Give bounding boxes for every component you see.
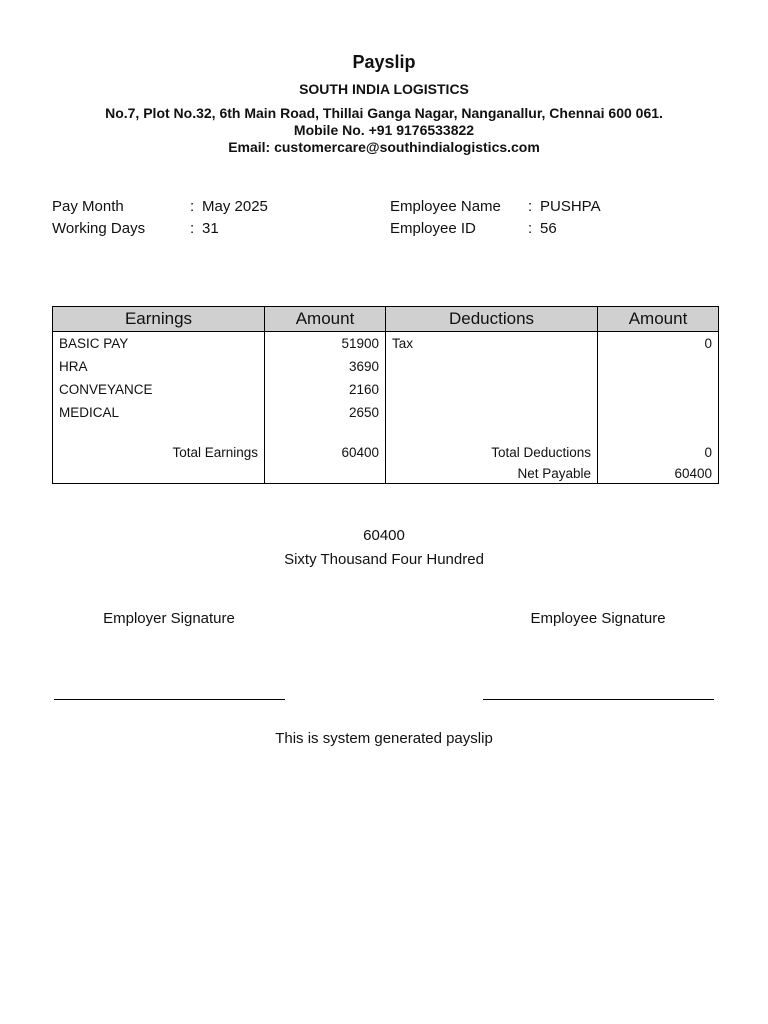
employee-id-label: Employee ID bbox=[390, 220, 476, 237]
earnings-amount-header: Amount bbox=[265, 307, 386, 332]
earning-name: MEDICAL bbox=[53, 401, 265, 424]
employee-name-label: Employee Name bbox=[390, 198, 501, 215]
table-row bbox=[53, 401, 719, 424]
deduction-name bbox=[386, 378, 598, 401]
company-mobile: Mobile No. +91 9176533822 bbox=[293, 122, 475, 138]
colon: : bbox=[190, 198, 195, 215]
employee-signature-line bbox=[483, 699, 714, 700]
totals-row bbox=[53, 441, 719, 463]
deduction-name bbox=[386, 355, 598, 378]
earning-amount: 2160 bbox=[265, 378, 386, 401]
deduction-name bbox=[386, 401, 598, 424]
total-earnings-label: Total Earnings bbox=[53, 441, 265, 463]
earning-name: CONVEYANCE bbox=[53, 378, 265, 401]
total-deductions-value: 0 bbox=[598, 441, 719, 463]
employer-signature-label: Employer Signature bbox=[103, 610, 235, 627]
total-earnings-value: 60400 bbox=[265, 441, 386, 463]
net-payable-value: 60400 bbox=[598, 463, 719, 484]
payslip-title: Payslip bbox=[352, 52, 416, 72]
deductions-header: Deductions bbox=[386, 307, 598, 332]
colon: : bbox=[190, 220, 195, 237]
company-name: SOUTH INDIA LOGISTICS bbox=[299, 81, 469, 97]
working-days-label: Working Days bbox=[52, 220, 146, 237]
net-payable-row bbox=[53, 463, 719, 484]
colon: : bbox=[528, 198, 533, 215]
table-row bbox=[53, 378, 719, 401]
earning-name: BASIC PAY bbox=[53, 332, 265, 356]
employee-id-value: 56 bbox=[540, 220, 557, 237]
deduction-amount: 0 bbox=[598, 332, 719, 356]
net-amount-words: Sixty Thousand Four Hundred bbox=[284, 551, 484, 568]
earning-name: HRA bbox=[53, 355, 265, 378]
net-amount: 60400 bbox=[363, 527, 405, 544]
colon: : bbox=[528, 220, 533, 237]
deduction-name: Tax bbox=[386, 332, 598, 356]
deductions-amount-header: Amount bbox=[598, 307, 719, 332]
company-email: Email: customercare@southindialogistics.com bbox=[228, 139, 540, 155]
table-row bbox=[53, 355, 719, 378]
system-generated-note: This is system generated payslip bbox=[275, 730, 493, 747]
earning-amount: 51900 bbox=[265, 332, 386, 356]
total-deductions-label: Total Deductions bbox=[386, 441, 598, 463]
company-address: No.7, Plot No.32, 6th Main Road, Thillai Ganga Nagar, Nanganallur, Chennai 600 061. bbox=[105, 105, 663, 121]
employer-signature-line bbox=[54, 699, 285, 700]
earning-amount: 2650 bbox=[265, 401, 386, 424]
earning-amount: 3690 bbox=[265, 355, 386, 378]
pay-month-value: May 2025 bbox=[202, 198, 268, 215]
earnings-header: Earnings bbox=[53, 307, 265, 332]
table-header-row bbox=[53, 307, 719, 332]
deduction-amount bbox=[598, 378, 719, 401]
pay-month-label: Pay Month bbox=[52, 198, 124, 215]
table-row bbox=[53, 332, 719, 356]
employee-name-value: PUSHPA bbox=[540, 198, 601, 215]
working-days-value: 31 bbox=[202, 220, 219, 237]
earnings-deductions-table bbox=[52, 306, 719, 484]
table-spacer-row bbox=[53, 424, 719, 441]
employee-signature-label: Employee Signature bbox=[530, 610, 666, 627]
net-payable-label: Net Payable bbox=[386, 463, 598, 484]
deduction-amount bbox=[598, 355, 719, 378]
deduction-amount bbox=[598, 401, 719, 424]
